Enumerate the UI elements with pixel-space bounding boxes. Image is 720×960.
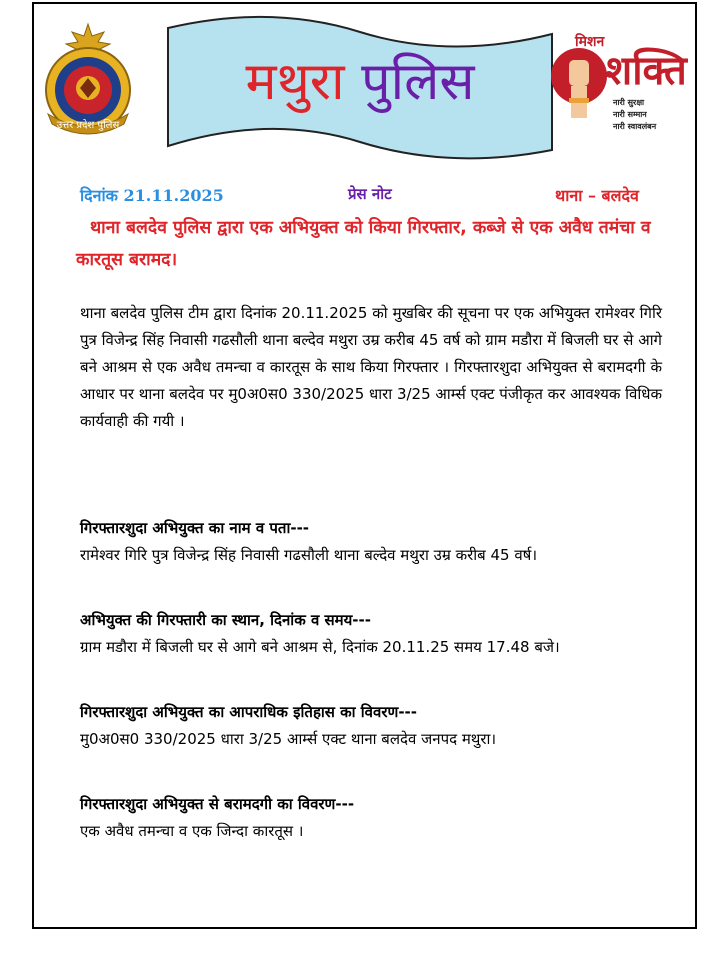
- up-police-emblem-icon: [34, 22, 142, 140]
- banner-title: [160, 52, 560, 112]
- banner-word-police: पुलिस: [361, 52, 475, 112]
- section-text: रामेश्वर गिरि पुत्र विजेन्द्र सिंह निवासी गढसौली थाना बल्देव मथुरा उम्र करीब 45 वर्ष।: [80, 546, 538, 564]
- section-name-address: [80, 515, 670, 569]
- press-date: दिनांक 21.11.2025: [80, 186, 224, 205]
- body-paragraph: थाना बलदेव पुलिस टीम द्वारा दिनांक 20.11.2025 को मुखबिर की सूचना पर एक अभियुक्त रामेश्वर गिरि पुत्र विजेन्द्र सिंह निवासी गढसौली थाना बल्देव मथुरा उम्र करीब 45 वर्ष को ग्राम मडौरा में बिजली घर से आगे बने आश्रम से एक अवैध तमन्चा व कारतूस के साथ किया गिरफ्तार । गिरफ्तारशुदा अभियुक्त से बरामदगी के आधार पर थाना बलदेव पर मु0अ0स0 330/2025 धारा 3/25 आर्म्स एक्ट पंजीकृत कर आवश्यक विधिक कार्यवाही की गयी ।: [80, 304, 662, 430]
- section-text: एक अवैध तमन्चा व एक जिन्दा कारतूस ।: [80, 822, 304, 840]
- mission-label: मिशन: [575, 34, 605, 50]
- headline: थाना बलदेव पुलिस द्वारा एक अभियुक्त को किया गिरफ्तार, कब्जे से एक अवैध तमंचा व कारतूस बरामद।: [76, 218, 651, 270]
- section-heading: गिरफ्तारशुदा अभियुक्त का नाम व पता---: [80, 519, 310, 537]
- police-station: थाना – बलदेव: [555, 186, 639, 205]
- tagline-safety: नारी सुरक्षा: [613, 98, 645, 107]
- section-recovery: [80, 791, 670, 845]
- raised-fist-icon: [547, 40, 607, 130]
- section-text: ग्राम मडौरा में बिजली घर से आगे बने आश्रम से, दिनांक 20.11.25 समय 17.48 बजे।: [80, 638, 560, 656]
- mission-shakti-logo: [545, 30, 695, 135]
- mathura-police-banner: [160, 10, 560, 160]
- tagline-respect: नारी सम्मान: [613, 110, 647, 119]
- section-text: मु0अ0स0 330/2025 धारा 3/25 आर्म्स एक्ट थाना बलदेव जनपद मथुरा।: [80, 730, 497, 748]
- section-heading: गिरफ्तारशुदा अभियुक्त से बरामदगी का विवरण---: [80, 795, 355, 813]
- banner-word-mathura: मथुरा: [245, 52, 345, 112]
- tagline-selfreliance: नारी स्वावलंबन: [613, 122, 657, 131]
- section-heading: गिरफ्तारशुदा अभियुक्त का आपराधिक इतिहास का विवरण---: [80, 703, 418, 721]
- section-criminal-history: [80, 699, 670, 753]
- section-arrest-details: [80, 607, 670, 661]
- press-note-label: प्रेस नोट: [348, 185, 392, 203]
- shakti-word: शक्ति: [605, 48, 687, 94]
- section-heading: अभियुक्त की गिरफ्तारी का स्थान, दिनांक व समय---: [80, 611, 371, 629]
- svg-text:उत्तर प्रदेश पुलिस: उत्तर प्रदेश पुलिस: [56, 120, 120, 131]
